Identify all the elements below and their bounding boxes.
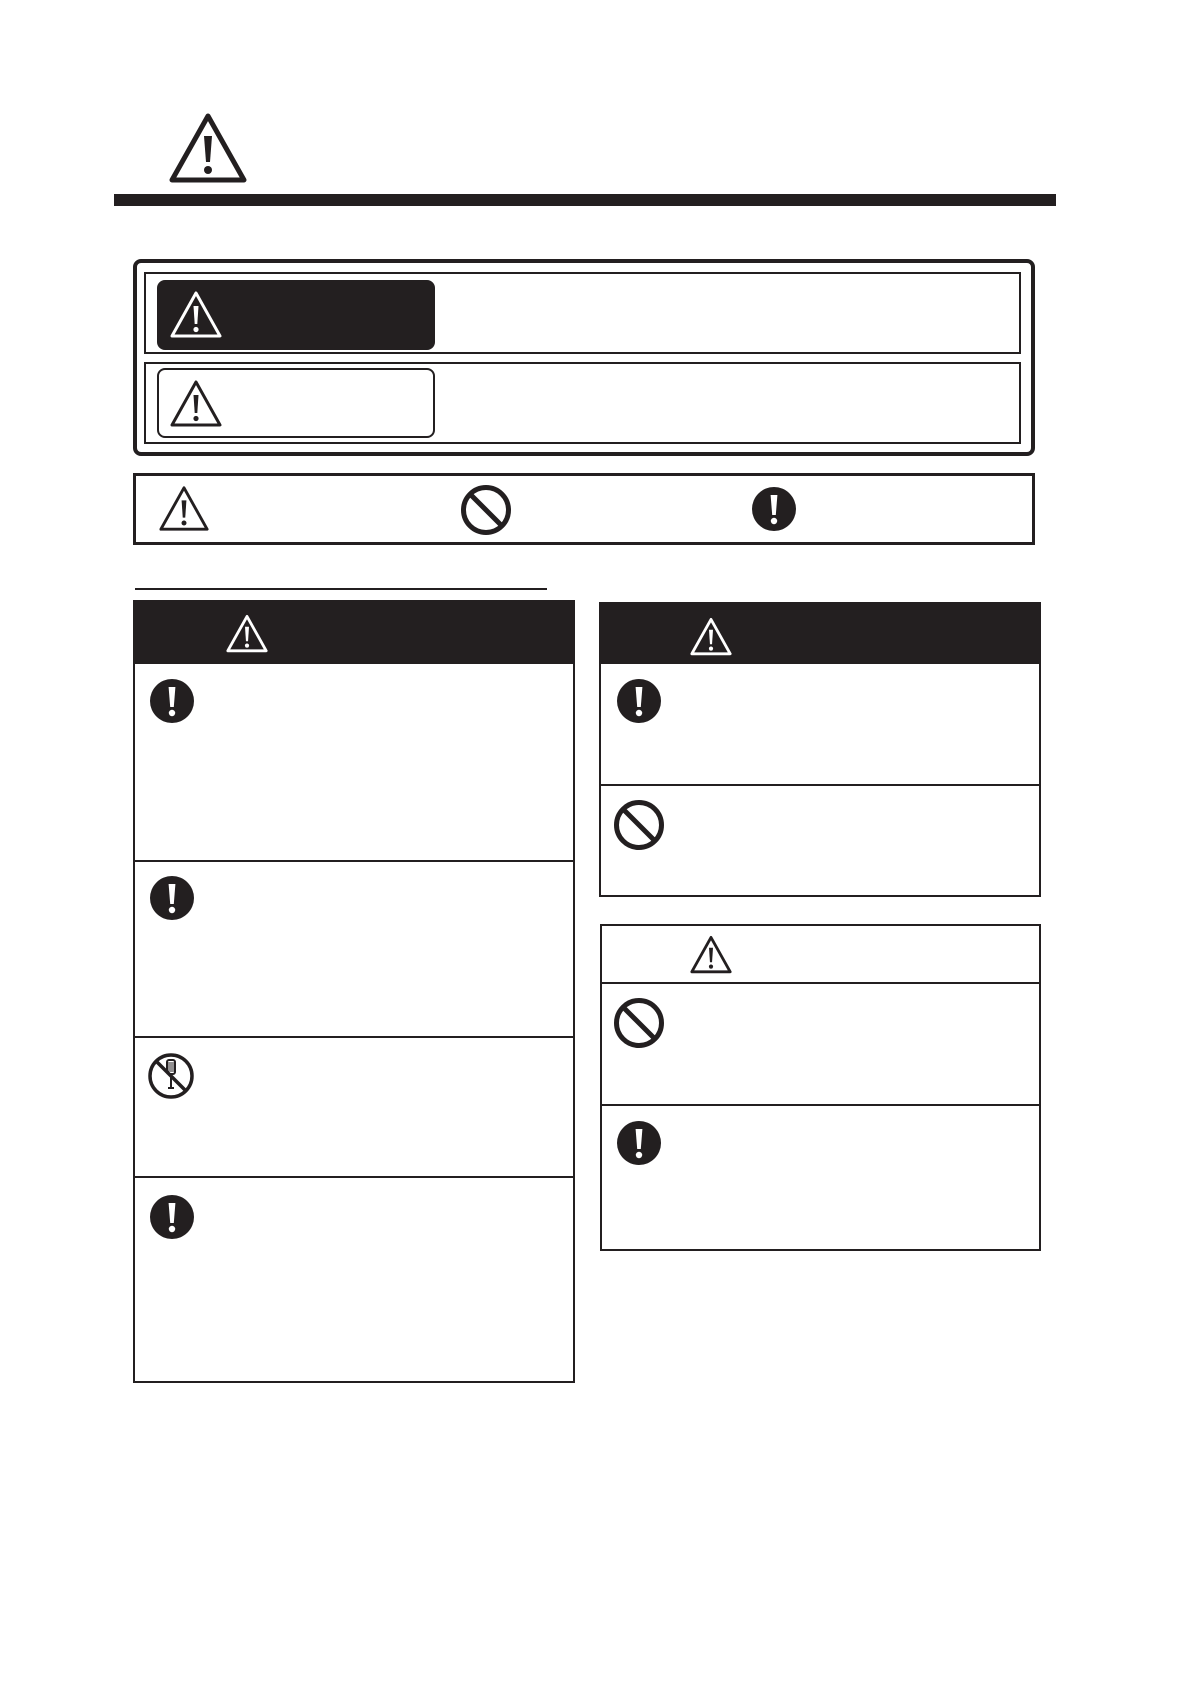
left-warning-box-heading <box>133 600 575 664</box>
warning-triangle-icon <box>158 484 210 534</box>
right-warning-box-heading <box>599 602 1041 664</box>
item-divider <box>601 784 1039 786</box>
header-rule <box>114 194 1056 206</box>
mandatory-action-icon <box>148 874 196 922</box>
left-warning-box <box>133 600 575 1383</box>
prohibition-icon <box>613 799 665 851</box>
prohibition-icon <box>613 997 665 1049</box>
prohibition-icon <box>460 484 512 536</box>
warning-triangle-icon <box>169 379 223 429</box>
item-divider <box>135 1036 573 1038</box>
item-divider <box>135 1176 573 1178</box>
mandatory-action-icon <box>148 1193 196 1241</box>
right-caution-box <box>600 924 1041 1251</box>
warning-triangle-icon <box>689 935 733 975</box>
caution-badge <box>157 368 435 438</box>
item-divider <box>602 1104 1039 1106</box>
warning-badge <box>157 280 435 350</box>
pictogram-legend <box>133 473 1035 545</box>
warning-triangle-icon <box>689 617 733 657</box>
mandatory-action-icon <box>615 1119 663 1167</box>
header-warning-icon <box>168 112 248 185</box>
warning-triangle-icon <box>225 614 269 654</box>
mandatory-action-icon <box>148 677 196 725</box>
mandatory-action-icon <box>750 485 798 533</box>
caution-heading-divider <box>602 982 1039 984</box>
mandatory-action-icon <box>615 677 663 725</box>
no-disassembly-icon <box>147 1052 195 1100</box>
warning-triangle-icon <box>169 290 223 340</box>
item-divider <box>135 860 573 862</box>
section-title-underline <box>135 588 547 590</box>
